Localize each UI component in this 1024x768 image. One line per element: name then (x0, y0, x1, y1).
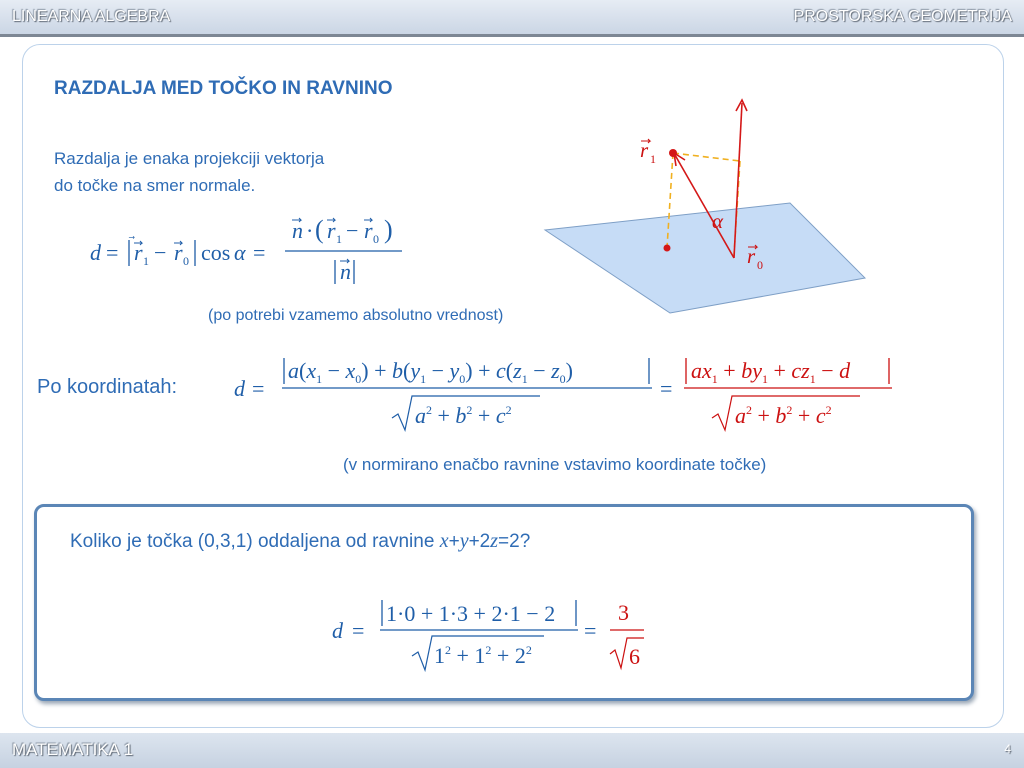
svg-text:α: α (234, 240, 246, 265)
slide-title: RAZDALJA MED TOČKO IN RAVNINO (54, 78, 393, 99)
svg-text:1: 1 (336, 232, 342, 246)
svg-text:=: = (660, 376, 673, 401)
distance-formula-coordinates (232, 346, 902, 436)
svg-text:d: d (90, 240, 101, 265)
svg-text:cos: cos (201, 240, 231, 265)
svg-text:−: − (154, 240, 167, 265)
svg-text:0: 0 (757, 258, 763, 272)
intro-text (54, 145, 324, 199)
svg-text:=: = (584, 618, 597, 643)
example-question: Koliko je točka (0,3,1) oddaljena od ravnine x+y+2z=2? (70, 530, 531, 552)
svg-text:1: 1 (143, 254, 149, 268)
intro-line-2: do točke na smer normale. (54, 176, 256, 195)
intro-line-1: Razdalja je enaka projekciji vektorja (54, 149, 325, 168)
svg-text:a(x1 − x0) + b(y1 − y0) + c(z1: $a(x_1 - x_0) + b(y_1 - y_0) + c(z_1 - z_0)$ (288, 358, 573, 386)
svg-text:=: = (253, 240, 266, 265)
svg-text:(: ( (315, 215, 324, 244)
footer-bar (0, 733, 1024, 768)
coordinates-label: Po koordinatah: (37, 376, 178, 398)
chapter-title: PROSTORSKA GEOMETRIJA (793, 8, 1012, 25)
svg-text:r: r (327, 218, 336, 243)
svg-text:−: − (346, 218, 359, 243)
svg-text:=: = (252, 376, 265, 401)
plane-shape (545, 203, 865, 313)
svg-text:): ) (384, 215, 393, 244)
footer-course: MATEMATIKA 1 (12, 740, 134, 759)
svg-text:n: n (340, 259, 351, 284)
svg-text:a2 + b2 + c2: $a^2 + b^2 + c^2$ (415, 403, 512, 428)
normed-equation-note: (v normirano enačbo ravnine vstavimo koordinate točke) (343, 455, 767, 474)
svg-text:=: = (352, 618, 365, 643)
svg-text:d: d (332, 618, 343, 643)
svg-text:=: = (106, 240, 119, 265)
svg-text:6: 6 (629, 644, 640, 669)
point-dot-icon (664, 245, 671, 252)
plane-diagram (540, 95, 870, 320)
svg-text:1·0 + 1·3 + 2·1 − 2: 1·0 + 1·3 + 2·1 − 2 (386, 601, 556, 626)
svg-text:α: α (712, 209, 724, 233)
svg-text:a2 + b2 + c2: $a^2 + b^2 + c^2$ (735, 403, 832, 428)
svg-text:r: r (640, 138, 649, 162)
svg-text:⃗ (128, 236, 135, 239)
svg-text:n: n (292, 218, 303, 243)
svg-text:r: r (174, 240, 183, 265)
absolute-value-note: (po potrebi vzamemo absolutno vrednost) (208, 307, 504, 324)
svg-text:0: 0 (373, 232, 379, 246)
svg-text:·: · (306, 218, 314, 243)
svg-text:r: r (747, 244, 756, 268)
svg-text:r: r (364, 218, 373, 243)
point-dot-icon (669, 149, 677, 157)
svg-text:1: 1 (650, 152, 656, 166)
question-end: =2? (498, 531, 531, 552)
svg-text:3: 3 (618, 600, 629, 625)
svg-text:12 + 12 + 22: $1^2 + 1^2 + 2^2$ (434, 643, 532, 668)
distance-formula-vector (88, 214, 418, 286)
page-number: 4 (1004, 742, 1011, 756)
example-solution (330, 592, 660, 676)
svg-text:ax1 + by1 + cz1 − d: $ax_1 + by_1 + cz_1 - d$ (691, 358, 851, 386)
course-title: LINEARNA ALGEBRA (12, 8, 171, 25)
svg-text:r: r (134, 240, 143, 265)
header-bar (0, 0, 1024, 37)
svg-text:d: d (234, 376, 245, 401)
question-text: Koliko je točka (0,3,1) oddaljena od ravnine (70, 531, 440, 552)
svg-text:0: 0 (183, 254, 189, 268)
